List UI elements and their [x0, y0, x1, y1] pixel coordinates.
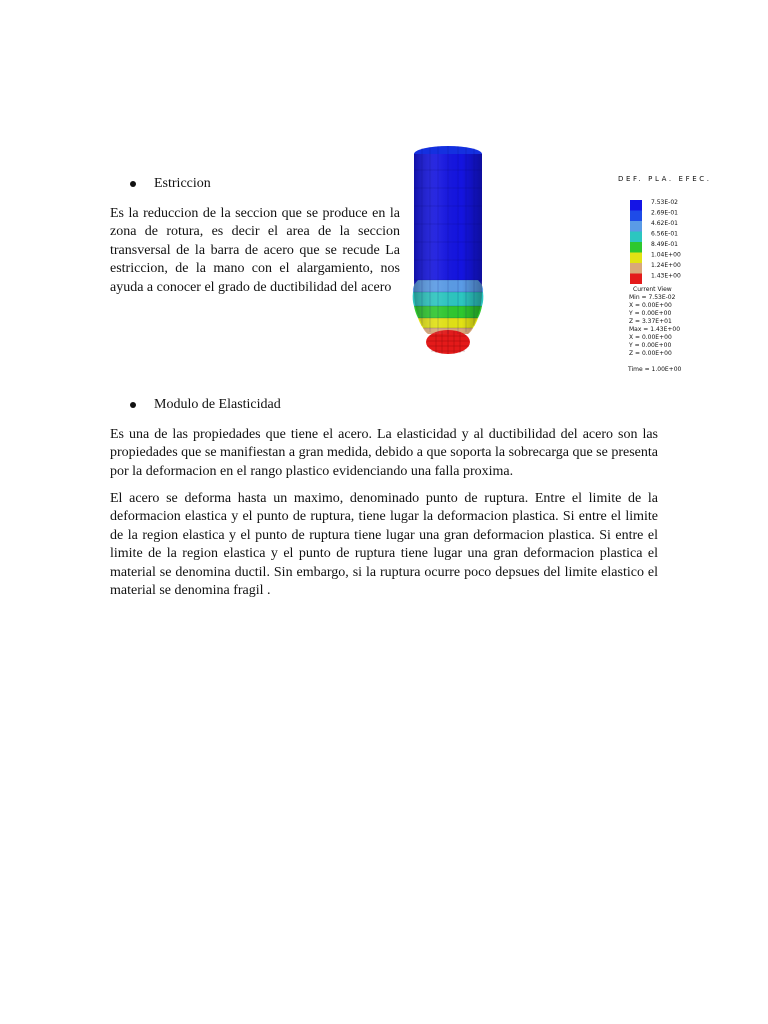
bullet-dot-icon: [130, 181, 136, 187]
legend-swatch: [630, 211, 642, 222]
legend-swatch: [630, 263, 642, 274]
fem-simulation-figure: [400, 140, 712, 375]
bullet-dot-icon: [130, 402, 136, 408]
bullet-estriccion: [130, 175, 211, 193]
legend-label: 1.24E+00: [651, 262, 681, 269]
legend-label: 1.04E+00: [651, 251, 681, 259]
legend: [630, 199, 681, 284]
legend-label: 7.53E-02: [651, 199, 678, 206]
legend-label: 1.43E+00: [651, 272, 681, 280]
legend-swatch: [630, 232, 642, 243]
section-heading: Estriccion: [154, 176, 211, 191]
paragraph-elasticidad-2: El acero se deforma hasta un maximo, denominado punto de ruptura. Entre el limite de la deformacion elastica y el punto de ruptura, tiene lugar la deformacion plastica. Si entre el limite de la region elastica y el punto de ruptura tiene lugar una gran deformacion plastica. Si entre el limite de la region elastica y el punto de ruptura tiene lugar una gran deformacion plastica el material se denomina ductil. Sin embargo, si la ruptura ocurre poco depsues del limite elastico el material se denomina fragil .: [110, 491, 658, 599]
paragraph-elasticidad-1: Es una de las propiedades que tiene el acero. La elasticidad y al ductibilidad del acero son las propiedades que se manifiestan a gran medida, debido a que soporta la sobrecarga que se presenta por la deformacion en el rango plastico evidenciando una falla proxima.: [110, 427, 658, 479]
legend-swatch: [630, 242, 642, 253]
legend-swatch: [630, 221, 642, 232]
view-info-line: X = 0.00E+00: [629, 302, 672, 309]
legend-label: 2.69E-01: [651, 209, 678, 217]
legend-title: DEF. PLA. EFEC.: [618, 175, 712, 183]
legend-label: 4.62E-01: [651, 220, 678, 227]
view-info-line: Min = 7.53E-02: [629, 294, 676, 301]
legend-swatch: [630, 253, 642, 264]
view-info-line: Current View: [633, 286, 672, 293]
view-info-line: X = 0.00E+00: [629, 334, 672, 341]
view-info-line: Y = 0.00E+00: [629, 310, 672, 317]
view-info-line: Z = 0.00E+00: [629, 350, 672, 357]
legend-label: 6.56E-01: [651, 230, 678, 238]
view-info-line: Z = 3.37E+01: [629, 318, 672, 325]
time-label: Time = 1.00E+00: [628, 366, 682, 373]
legend-swatch: [630, 274, 642, 285]
view-info-line: Max = 1.43E+00: [629, 326, 681, 333]
legend-label: 8.49E-01: [651, 241, 678, 248]
section-heading: Modulo de Elasticidad: [154, 397, 281, 412]
view-info-line: Y = 0.00E+00: [629, 342, 672, 349]
legend-swatch: [630, 200, 642, 211]
bullet-modulo-elasticidad: [130, 396, 281, 414]
fem-rod-drawing: [400, 140, 712, 375]
view-info: [628, 286, 680, 357]
paragraph-estriccion: Es la reduccion de la seccion que se produce en la zona de rotura, es decir el area de la seccion transversal de la barra de acero que se recude La estriccion, de la mano con el alargamiento, nos ayuda a conocer el grado de ductibilidad del acero: [110, 206, 400, 295]
